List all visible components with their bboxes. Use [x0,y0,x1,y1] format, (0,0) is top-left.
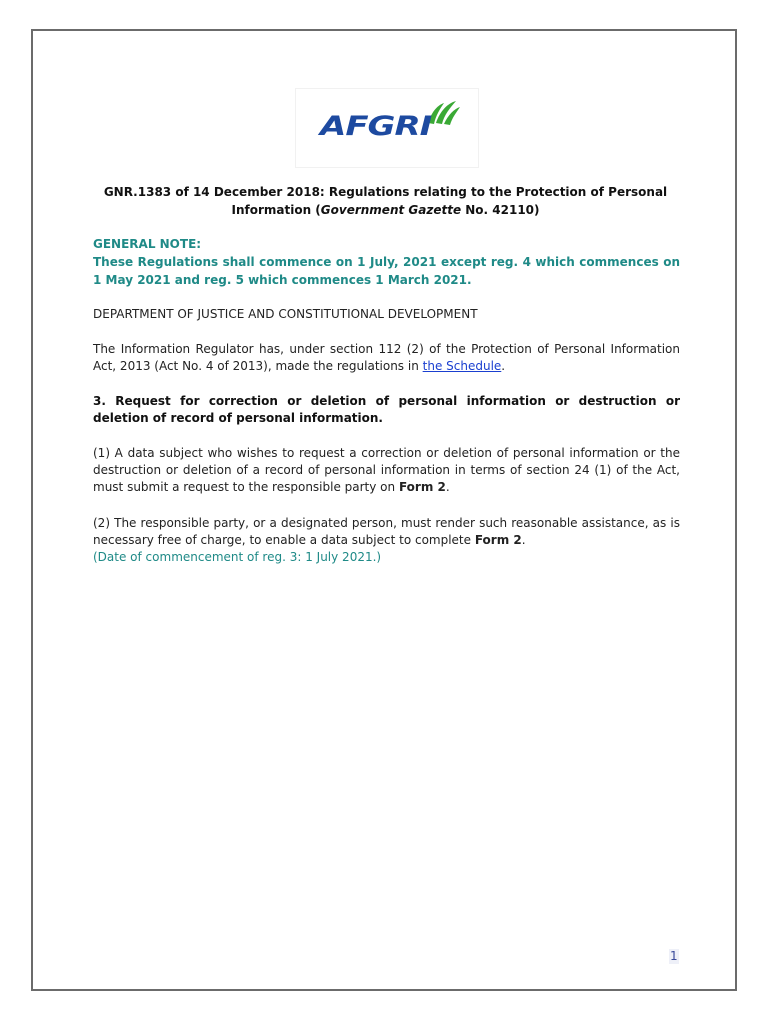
general-note-heading: GENERAL NOTE: [93,237,202,251]
form-2-reference: Form 2 [474,533,522,547]
form-2-reference: Form 2 [398,480,446,494]
regulation-3-subsection-2 [93,515,680,566]
intro-text-end: . [501,359,506,373]
commencement-date-note: (Date of commencement of reg. 3: 1 July 2021.) [93,550,382,564]
page-number: 1 [670,949,678,963]
afgri-logo [295,88,479,168]
intro-text: The Information Regulator has, under section 112 (2) of the Protection of Personal Information Act, 2013 (Act No. 4 of 2013), made the regulations in [93,342,680,373]
general-note-body: These Regulations shall commence on 1 July, 2021 except reg. 4 which commences on 1 May 2021 and reg. 5 which commences 1 March 2021. [93,255,680,287]
title-line-1: GNR.1383 of 14 December 2018: Regulations relating to the Protection of Personal [103,185,668,199]
department-name: DEPARTMENT OF JUSTICE AND CONSTITUTIONAL DEVELOPMENT [93,307,478,321]
title-gazette-italic: Government Gazette [320,203,462,217]
title-line-2-start: Information ( [231,203,321,217]
title-line-2-end: No. 42110) [461,203,540,217]
regulation-3-subsection-1 [93,445,680,496]
subsection-1-end: . [445,480,450,494]
subsection-2-end: . [521,533,526,547]
schedule-link[interactable]: the Schedule [422,359,502,373]
regulation-3-heading: 3. Request for correction or deletion of personal information or destruction or deletion of record of personal information. [93,394,680,425]
subsection-1-text: (1) A data subject who wishes to request a correction or deletion of personal information or the destruction or deletion of a record of personal information in terms of section 24 (1) of the Act, must submit a request to the responsible party on [93,446,680,494]
document-title [93,183,678,219]
afgri-logo-text: AFGRI [320,110,432,142]
subsection-2-text: (2) The responsible party, or a designated person, must render such reasonable assistance, as is necessary free of charge, to enable a data subject to complete [93,516,680,547]
document-page [31,29,737,991]
intro-paragraph [93,341,680,375]
